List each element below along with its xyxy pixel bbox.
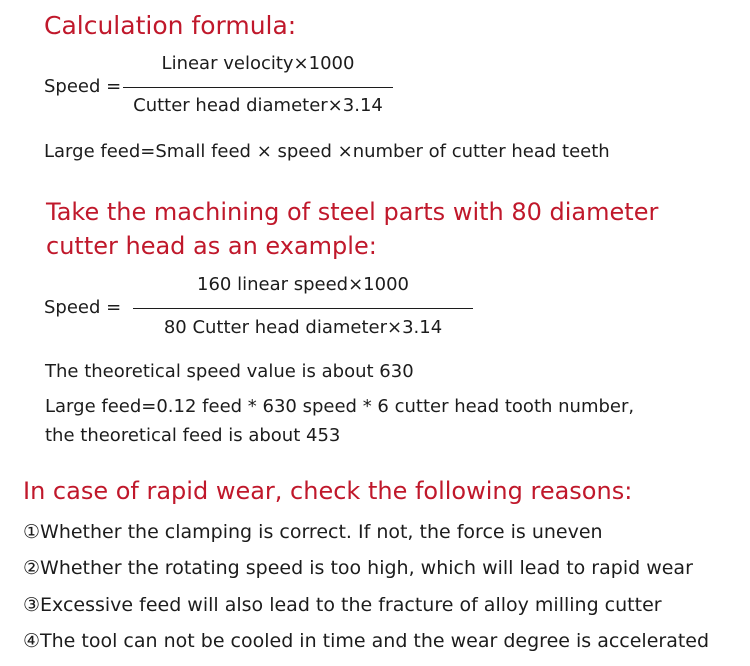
example-speed-denominator: 80 Cutter head diameter×3.14 <box>163 317 443 338</box>
example-heading-line-2: cutter head as an example: <box>46 232 377 260</box>
example-speed-numerator: 160 linear speed×1000 <box>197 274 409 295</box>
rapid-wear-heading: In case of rapid wear, check the following reasons: <box>23 477 633 505</box>
speed-formula-numerator: Linear velocity×1000 <box>161 53 355 74</box>
speed-formula-label: Speed = <box>44 76 122 97</box>
large-feed-formula: Large feed=Small feed × speed ×number of cutter head teeth <box>44 141 610 162</box>
reason-item-3: ③Excessive feed will also lead to the fracture of alloy milling cutter <box>23 594 662 616</box>
example-heading-line-1: Take the machining of steel parts with 80 diameter <box>46 198 659 226</box>
example-feed-line-1: Large feed=0.12 feed * 630 speed * 6 cutter head tooth number, <box>45 396 635 417</box>
reason-item-4: ④The tool can not be cooled in time and the wear degree is accelerated <box>23 630 710 652</box>
reason-item-1: ①Whether the clamping is correct. If not, the force is uneven <box>23 521 603 543</box>
example-speed-fraction-bar <box>133 308 473 309</box>
example-feed-line-2: the theoretical feed is about 453 <box>45 425 341 446</box>
calculation-formula-heading: Calculation formula: <box>44 11 297 40</box>
reason-item-2: ②Whether the rotating speed is too high, which will lead to rapid wear <box>23 557 693 579</box>
theoretical-speed-result: The theoretical speed value is about 630 <box>45 361 414 382</box>
speed-formula-fraction-bar <box>123 87 393 88</box>
speed-formula-denominator: Cutter head diameter×3.14 <box>133 95 383 116</box>
example-speed-label: Speed = <box>44 297 122 318</box>
